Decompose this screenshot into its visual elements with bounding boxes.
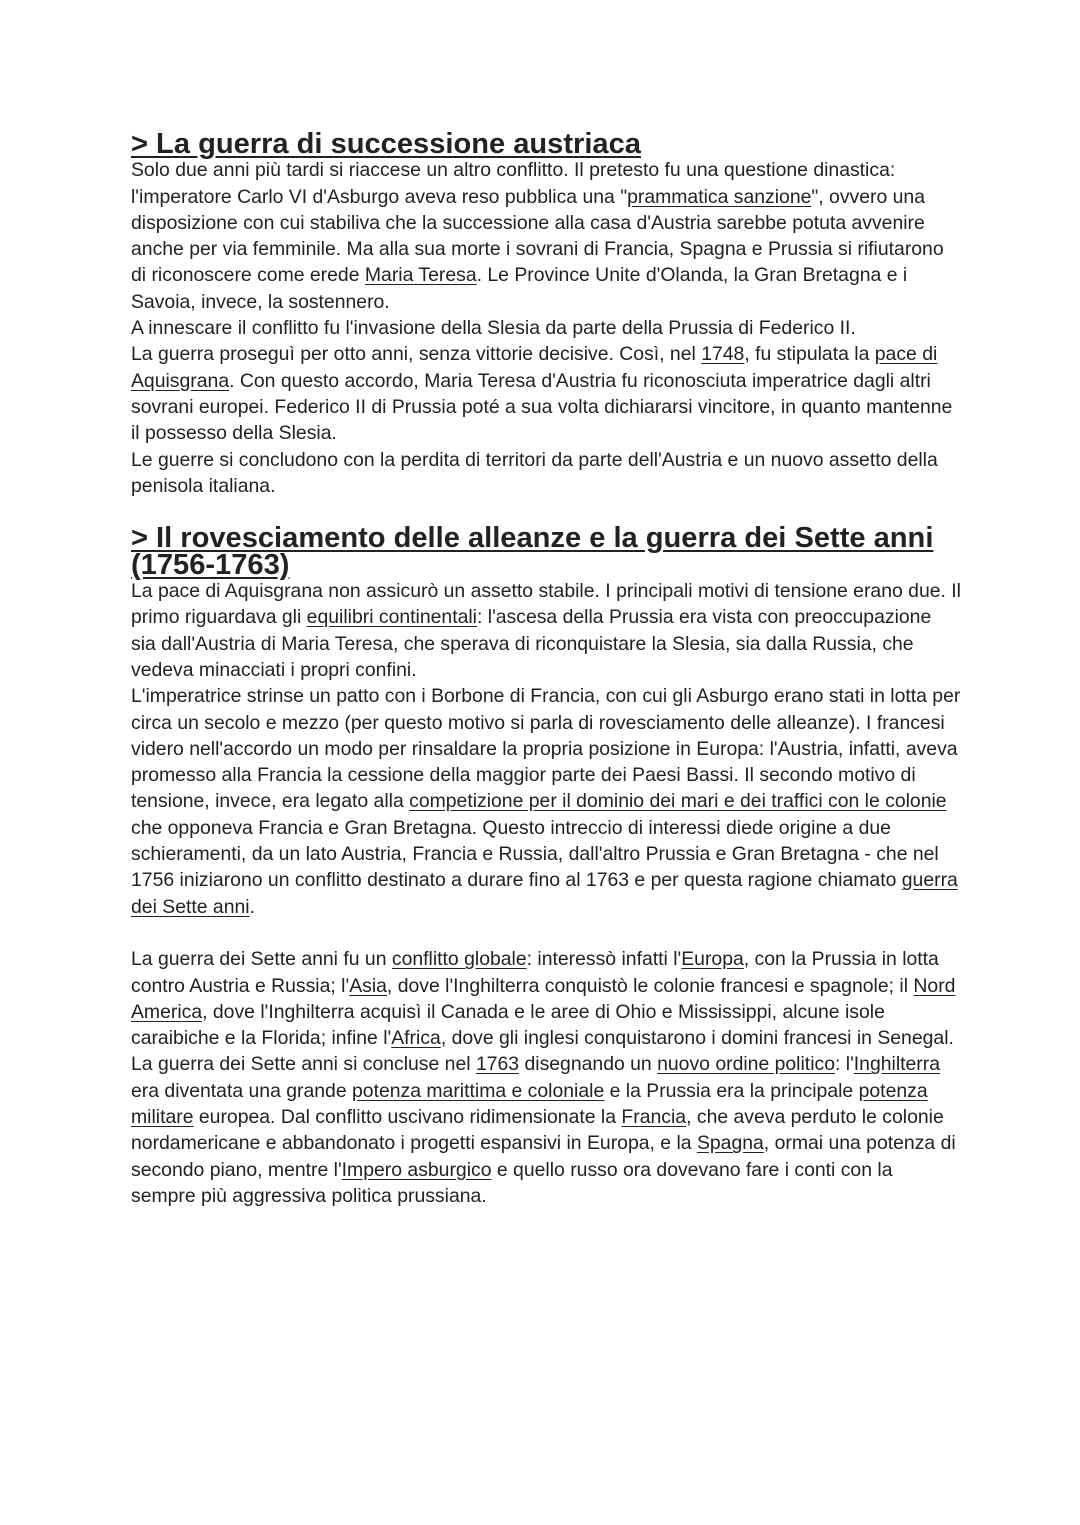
text-run: che opponeva Francia e Gran Bretagna. Questo intreccio di interessi diede origine a due schieramenti, da un lato Austria, Francia e Russia, dall'altro Prussia e Gran Bretagna - che nel 1756 iniziarono un conflitto destinato a durare fino al 1763 e per questa ragione chiamato bbox=[131, 816, 939, 892]
text-run: , ormai una potenza di secondo piano, mentre l' bbox=[131, 1132, 956, 1181]
text-run: A innescare il conflitto fu l'invasione della Slesia da parte della Prussia di Federico II. bbox=[131, 317, 856, 340]
underlined-term: Spagna bbox=[696, 1132, 764, 1155]
document-page bbox=[131, 128, 961, 1209]
text-run: . bbox=[249, 895, 255, 918]
underlined-term: Africa bbox=[391, 1027, 441, 1050]
text-run: La guerra proseguì per otto anni, senza vittorie decisive. Così, nel bbox=[131, 343, 702, 366]
text-run: . Le Province Unite d'Olanda, la Gran Bretagna e i Savoia, invece, la sostennero. bbox=[131, 264, 908, 313]
underlined-term: potenza militare bbox=[131, 1079, 928, 1128]
underlined-term: 1763 bbox=[475, 1053, 520, 1076]
paragraph bbox=[131, 683, 961, 920]
text-run: era diventata una grande bbox=[131, 1079, 353, 1102]
text-run: ", ovvero una disposizione con cui stabiliva che la successione alla casa d'Austria sarebbe potuta avvenire anche per via femminile. Ma alla sua morte i sovrani di Francia, Spagna e Prussia si rifiutarono di riconoscere come erede bbox=[131, 185, 944, 287]
text-run: e quello russo ora dovevano fare i conti con la sempre più aggressiva politica prussiana. bbox=[131, 1158, 893, 1207]
text-run: : interessò infatti l' bbox=[526, 948, 682, 971]
text-run: e la Prussia era la principale bbox=[604, 1079, 859, 1102]
paragraph bbox=[131, 157, 961, 315]
underlined-term: Nord America bbox=[131, 974, 956, 1023]
paragraph-gap bbox=[131, 920, 961, 946]
section-heading-austrian-succession: > La guerra di successione austriaca bbox=[131, 128, 641, 160]
paragraph bbox=[131, 578, 961, 683]
text-run: , con la Prussia in lotta contro Austria e Russia; l' bbox=[131, 948, 939, 997]
paragraph bbox=[131, 315, 961, 341]
paragraph bbox=[131, 1051, 961, 1209]
underlined-term: 1748 bbox=[701, 343, 745, 366]
text-run: disegnando un bbox=[519, 1053, 658, 1076]
text-run: Le guerre si concludono con la perdita di territori da parte dell'Austria e un nuovo assetto della penisola italiana. bbox=[131, 448, 938, 497]
text-run: , dove l'Inghilterra conquistò le colonie francesi e spagnole; il bbox=[386, 974, 914, 997]
underlined-term: nuovo ordine politico bbox=[657, 1053, 835, 1076]
text-run: , dove gli inglesi conquistarono i domini francesi in Senegal. bbox=[440, 1027, 954, 1050]
text-run: , fu stipulata la bbox=[744, 343, 875, 366]
underlined-term: potenza marittima e coloniale bbox=[352, 1079, 605, 1102]
paragraph bbox=[131, 447, 961, 500]
text-run: . Con questo accordo, Maria Teresa d'Austria fu riconosciuta imperatrice dagli altri sovrani europei. Federico II di Prussia poté a sua volta dichiararsi vincitore, in quanto mantenne il possesso della Slesia. bbox=[131, 369, 953, 445]
text-run: , che aveva perduto le colonie nordamericane e abbandonato i progetti espansivi in Europa, e la bbox=[131, 1105, 944, 1155]
text-run: L'imperatrice strinse un patto con i Borbone di Francia, con cui gli Asburgo erano stati in lotta per circa un secolo e mezzo (per questo motivo si parla di rovesciamento delle alleanze). I francesi videro nell'accordo un modo per rinsaldare la propria posizione in Europa: l'Austria, infatti, aveva promesso alla Francia la cessione della maggior parte dei Paesi Bassi. Il secondo motivo di tensione, invece, era legato alla bbox=[131, 685, 961, 813]
underlined-term: equilibri continentali bbox=[306, 606, 477, 629]
underlined-term: Inghilterra bbox=[853, 1053, 941, 1076]
paragraph bbox=[131, 946, 961, 1051]
text-run: , dove l'Inghilterra acquisì il Canada e le aree di Ohio e Mississippi, alcune isole caraibiche e la Florida; infine l' bbox=[131, 1000, 885, 1050]
text-run: : l'ascesa della Prussia era vista con preoccupazione sia dall'Austria di Maria Teresa, che sperava di riconquistare la Slesia, sia dalla Russia, che vedeva minacciati i propri confini. bbox=[131, 606, 932, 681]
section-heading-seven-years-war: > Il rovesciamento delle alleanze e la guerra dei Sette anni (1756-1763) bbox=[131, 522, 934, 581]
underlined-term: pace di Aquisgrana bbox=[131, 343, 938, 392]
underlined-term: guerra dei Sette anni bbox=[131, 869, 958, 918]
underlined-term: Impero asburgico bbox=[341, 1158, 492, 1181]
underlined-term: conflitto globale bbox=[391, 948, 527, 971]
text-run: La guerra dei Sette anni si concluse nel bbox=[131, 1053, 476, 1076]
underlined-term: Maria Teresa bbox=[364, 264, 477, 287]
text-run: La pace di Aquisgrana non assicurò un assetto stabile. I principali motivi di tensione erano due. Il primo riguardava gli bbox=[131, 580, 961, 629]
underlined-term: Asia bbox=[349, 974, 387, 997]
text-run: La guerra dei Sette anni fu un bbox=[131, 948, 392, 971]
underlined-term: competizione per il dominio dei mari e dei traffici con le colonie bbox=[409, 790, 947, 813]
paragraph bbox=[131, 341, 961, 446]
text-run: europea. Dal conflitto uscivano ridimensionate la bbox=[193, 1105, 622, 1128]
text-run: : l' bbox=[834, 1053, 854, 1076]
underlined-term: Francia bbox=[621, 1105, 687, 1128]
underlined-term: Europa bbox=[681, 948, 744, 971]
underlined-term: prammatica sanzione bbox=[627, 185, 812, 208]
text-run: Solo due anni più tardi si riaccese un altro conflitto. Il pretesto fu una questione dinastica: l'imperatore Carlo VI d'Asburgo aveva reso pubblica una " bbox=[131, 159, 896, 208]
